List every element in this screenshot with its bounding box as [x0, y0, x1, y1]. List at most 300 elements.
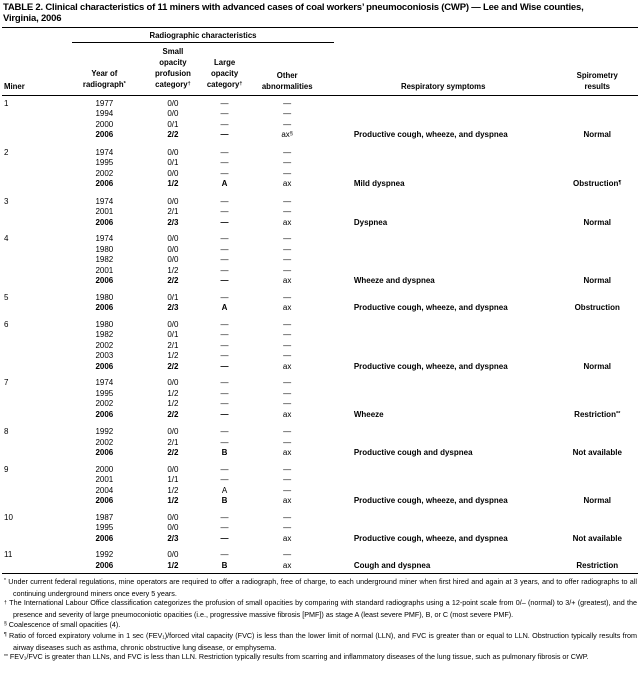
cell-year: 2001	[95, 475, 114, 485]
cell-symptoms	[330, 438, 557, 449]
cell-large: —	[220, 399, 229, 409]
miner-group	[2, 314, 638, 373]
cell-other: —	[283, 207, 292, 217]
cell-symptoms	[330, 158, 557, 169]
cell-miner: 7	[4, 378, 9, 388]
cell-year: 2002	[95, 168, 114, 178]
cell-large: —	[220, 207, 229, 217]
cell-large: —	[220, 168, 229, 178]
cell-spiro: Obstruction	[574, 303, 620, 313]
cell-miner	[2, 169, 68, 180]
column-header-row	[2, 43, 638, 96]
cell-large: —	[220, 388, 229, 398]
cell-year: 1974	[95, 378, 114, 388]
table-row	[2, 475, 638, 486]
cell-symptoms: Dyspnea	[353, 217, 388, 227]
miner-group	[2, 459, 638, 507]
cell-spiro	[557, 148, 638, 159]
cell-large: B	[221, 560, 228, 570]
table-row	[2, 169, 638, 180]
cell-large: —	[220, 147, 229, 157]
cell-small: 1/2	[167, 560, 179, 570]
cell-large: —	[220, 276, 229, 286]
table-row	[2, 320, 638, 331]
column-group-header-label: Radiographic characteristics	[149, 31, 257, 41]
cell-year: 2006	[95, 361, 114, 371]
table-row	[2, 330, 638, 341]
cell-spiro	[557, 475, 638, 486]
cell-other: —	[283, 475, 292, 485]
cell-symptoms: Productive cough, wheeze, and dyspnea	[353, 361, 508, 371]
cell-other: —	[283, 196, 292, 206]
cell-year: 2004	[95, 485, 114, 495]
cell-year: 2002	[95, 437, 114, 447]
column-header-small: Small opacity profusion category†	[154, 47, 191, 90]
cell-miner	[2, 448, 68, 459]
miner-group	[2, 142, 638, 191]
cell-miner: 8	[4, 427, 9, 437]
table-row	[2, 378, 638, 389]
cell-spiro	[557, 523, 638, 534]
cell-small: 0/1	[167, 158, 179, 168]
cell-symptoms	[330, 245, 557, 256]
miner-group	[2, 228, 638, 287]
table-row	[2, 550, 638, 561]
cell-symptoms	[330, 513, 557, 524]
cell-large: —	[220, 533, 229, 543]
column-group-header	[72, 28, 334, 43]
cell-other: ax	[282, 361, 292, 371]
cell-miner	[2, 255, 68, 266]
cell-large: —	[220, 437, 229, 447]
cell-miner	[2, 207, 68, 218]
table-row	[2, 276, 638, 287]
table-row	[2, 523, 638, 534]
cell-miner	[2, 410, 68, 422]
cell-large: —	[220, 234, 229, 244]
cell-large: —	[220, 292, 229, 302]
cell-large: —	[220, 523, 229, 533]
cell-miner	[2, 362, 68, 373]
cell-spiro	[557, 513, 638, 524]
cell-other: —	[283, 340, 292, 350]
footnote: § Coalescence of small opacities (4).	[4, 619, 121, 629]
cell-small: 1/2	[167, 265, 179, 275]
cell-spiro	[557, 169, 638, 180]
cell-other: —	[283, 168, 292, 178]
cell-spiro: Not available	[572, 533, 622, 543]
cell-small: 0/0	[167, 523, 179, 533]
miner-group	[2, 287, 638, 314]
cell-symptoms	[330, 255, 557, 266]
table-row	[2, 218, 638, 229]
cell-large: —	[220, 464, 229, 474]
table-row	[2, 410, 638, 422]
cell-miner	[2, 330, 68, 341]
cell-other: —	[283, 319, 292, 329]
cell-small: 0/0	[167, 196, 179, 206]
cell-large: B	[221, 448, 228, 458]
cell-large: —	[220, 98, 229, 108]
cell-large: —	[220, 340, 229, 350]
cell-spiro	[557, 320, 638, 331]
cell-spiro: Not available	[572, 448, 622, 458]
cell-spiro	[557, 550, 638, 561]
cell-small: 0/1	[167, 292, 179, 302]
table-row	[2, 266, 638, 277]
table-row	[2, 197, 638, 208]
cell-spiro: Normal	[583, 130, 612, 140]
cell-symptoms	[330, 475, 557, 486]
cell-symptoms	[330, 378, 557, 389]
cell-other: ax	[282, 448, 292, 458]
table-row	[2, 362, 638, 373]
cell-miner	[2, 266, 68, 277]
cell-year: 1980	[95, 244, 114, 254]
cell-large: —	[220, 109, 229, 119]
cell-other: —	[283, 244, 292, 254]
cell-spiro: Normal	[583, 276, 612, 286]
cell-year: 2006	[95, 179, 114, 189]
cell-symptoms	[330, 197, 557, 208]
table-row	[2, 534, 638, 545]
cell-large: —	[220, 255, 229, 265]
table-row	[2, 496, 638, 507]
cell-miner	[2, 399, 68, 410]
table-row	[2, 341, 638, 352]
cell-spiro	[557, 399, 638, 410]
cell-miner: 2	[4, 147, 9, 157]
cell-small: 2/1	[167, 207, 179, 217]
cell-year: 1980	[95, 319, 114, 329]
footnote: * Under current federal regulations, mine operators are required to offer a radiograph, free of charge, to each underground miner when first hired and again at 3 years, and to offer radiographs to all continuing underground miners once every 5 years.	[4, 577, 637, 598]
table-row	[2, 399, 638, 410]
cell-year: 2002	[95, 399, 114, 409]
cell-other: —	[283, 351, 292, 361]
cell-symptoms	[330, 99, 557, 110]
cell-miner	[2, 351, 68, 362]
cell-year: 1980	[95, 292, 114, 302]
cell-small: 1/2	[167, 351, 179, 361]
table-row	[2, 255, 638, 266]
cell-symptoms	[330, 109, 557, 120]
cell-spiro	[557, 266, 638, 277]
cell-small: 0/0	[167, 319, 179, 329]
cell-small: 2/2	[167, 448, 179, 458]
cell-year: 1992	[95, 550, 114, 560]
cell-other: —	[283, 378, 292, 388]
cell-large: A	[221, 485, 228, 495]
table-row	[2, 465, 638, 476]
cell-spiro: Restriction**	[574, 409, 621, 419]
cell-year: 2006	[95, 130, 114, 140]
cell-year: 1974	[95, 234, 114, 244]
miner-group	[2, 372, 638, 421]
table-row	[2, 513, 638, 524]
footnote: ¶ Ratio of forced expiratory volume in 1 sec (FEV₁)/forced vital capacity (FVC) is less than the lower limit of normal (LLN), and FVC is greater than or equal to LLN. Obstruction typically results from airway diseases such as asthma, chronic obstructive lung disease, or emphysema.	[4, 631, 637, 652]
cell-year: 2006	[95, 276, 114, 286]
cell-symptoms	[330, 427, 557, 438]
cell-spiro	[557, 255, 638, 266]
cell-symptoms: Cough and dyspnea	[353, 560, 431, 570]
cell-symptoms	[330, 169, 557, 180]
table-row	[2, 148, 638, 159]
cell-symptoms: Wheeze and dyspnea	[353, 276, 435, 286]
cell-large: —	[220, 409, 229, 419]
cell-small: 0/0	[167, 255, 179, 265]
cell-spiro	[557, 378, 638, 389]
cell-symptoms	[330, 399, 557, 410]
cell-miner: 6	[4, 319, 9, 329]
cell-spiro	[557, 109, 638, 120]
cell-symptoms: Productive cough and dyspnea	[353, 448, 473, 458]
cell-spiro	[557, 234, 638, 245]
cell-miner	[2, 179, 68, 191]
table-row	[2, 448, 638, 459]
cell-symptoms	[330, 523, 557, 534]
cell-symptoms	[330, 486, 557, 497]
cell-symptoms	[330, 207, 557, 218]
cell-year: 1995	[95, 523, 114, 533]
cell-miner	[2, 561, 68, 572]
cell-spiro	[557, 197, 638, 208]
cell-small: 2/2	[167, 361, 179, 371]
cell-other: —	[283, 437, 292, 447]
cell-large: —	[220, 378, 229, 388]
cell-other: —	[283, 512, 292, 522]
cell-spiro	[557, 465, 638, 476]
table-row	[2, 389, 638, 400]
table-row	[2, 245, 638, 256]
cell-symptoms	[330, 293, 557, 304]
cell-miner: 11	[4, 550, 13, 560]
cell-large: —	[220, 550, 229, 560]
cell-other: —	[283, 265, 292, 275]
cell-symptoms	[330, 341, 557, 352]
cell-symptoms	[330, 266, 557, 277]
footnote: † The International Labour Office classification categorizes the profusion of small opacities by comparing with standard radiographs using a 12-point scale from 0/– (normal) to 3/+ (greatest), and the presence and severity of large pneumoconiotic opacities (i.e., progressive massive fibrosis [PMF]) as stage A (least severe PMF), B, or C (most severe PMF).	[4, 598, 637, 619]
cell-other: —	[283, 399, 292, 409]
cell-symptoms: Productive cough, wheeze, and dyspnea	[353, 496, 508, 506]
cell-small: 0/0	[167, 550, 179, 560]
cell-spiro	[557, 330, 638, 341]
cell-miner	[2, 218, 68, 229]
table-row	[2, 486, 638, 497]
cell-year: 2002	[95, 340, 114, 350]
cell-spiro	[557, 438, 638, 449]
cell-year: 2006	[95, 303, 114, 313]
cell-small: 0/0	[167, 168, 179, 178]
cell-symptoms	[330, 234, 557, 245]
cell-other: —	[283, 388, 292, 398]
cell-small: 2/2	[167, 130, 179, 140]
table-row	[2, 120, 638, 131]
cell-year: 1977	[95, 98, 114, 108]
cell-miner: 4	[4, 234, 9, 244]
table-row	[2, 303, 638, 314]
cell-other: —	[283, 109, 292, 119]
cell-symptoms	[330, 120, 557, 131]
cell-small: 0/0	[167, 512, 179, 522]
cell-year: 2003	[95, 351, 114, 361]
cell-miner: 3	[4, 196, 9, 206]
cell-miner: 9	[4, 464, 9, 474]
cell-year: 1995	[95, 388, 114, 398]
cell-miner: 1	[4, 98, 9, 108]
cell-large: A	[221, 303, 228, 313]
cell-spiro: Normal	[583, 361, 612, 371]
cell-other: —	[283, 147, 292, 157]
cell-miner	[2, 158, 68, 169]
cell-other: —	[283, 292, 292, 302]
table-row	[2, 109, 638, 120]
cell-year: 1982	[95, 330, 114, 340]
cell-year: 2006	[95, 533, 114, 543]
cell-miner	[2, 120, 68, 131]
cell-small: 0/0	[167, 234, 179, 244]
cell-small: 0/0	[167, 464, 179, 474]
cell-small: 0/0	[167, 427, 179, 437]
cell-symptoms	[330, 148, 557, 159]
cell-small: 0/0	[167, 98, 179, 108]
cell-miner: 5	[4, 292, 9, 302]
cell-small: 0/1	[167, 119, 179, 129]
cell-other: —	[283, 255, 292, 265]
cell-small: 2/3	[167, 303, 179, 313]
cell-large: —	[220, 319, 229, 329]
cell-small: 0/0	[167, 378, 179, 388]
cell-spiro	[557, 427, 638, 438]
cell-miner	[2, 245, 68, 256]
cell-symptoms	[330, 320, 557, 331]
cell-other: —	[283, 427, 292, 437]
cell-other: ax	[282, 276, 292, 286]
cell-large: —	[220, 427, 229, 437]
cell-small: 0/0	[167, 147, 179, 157]
table-row	[2, 99, 638, 110]
cell-miner	[2, 109, 68, 120]
cell-other: —	[283, 158, 292, 168]
column-header-other: Other abnormalities	[261, 71, 313, 92]
table-row	[2, 158, 638, 169]
cell-small: 1/2	[167, 399, 179, 409]
cell-large: —	[220, 361, 229, 371]
table-row	[2, 561, 638, 572]
table-row	[2, 234, 638, 245]
cell-other: ax	[282, 303, 292, 313]
cell-year: 2000	[95, 119, 114, 129]
cell-miner	[2, 130, 68, 142]
cell-small: 2/2	[167, 409, 179, 419]
table-row	[2, 293, 638, 304]
table-row	[2, 130, 638, 142]
data-table	[2, 27, 638, 664]
miner-group	[2, 99, 638, 142]
column-header-miner: Miner	[4, 82, 25, 92]
table-title-line2: Virginia, 2006	[3, 12, 62, 24]
cell-other: ax	[282, 533, 292, 543]
cell-year: 2006	[95, 448, 114, 458]
table-row	[2, 179, 638, 191]
cell-spiro	[557, 120, 638, 131]
cell-small: 0/0	[167, 109, 179, 119]
cell-small: 1/2	[167, 496, 179, 506]
cell-spiro	[557, 99, 638, 110]
cell-year: 2006	[95, 560, 114, 570]
cell-symptoms: Wheeze	[353, 409, 384, 419]
miner-group	[2, 544, 638, 571]
cell-small: 2/3	[167, 533, 179, 543]
cell-year: 1974	[95, 147, 114, 157]
cell-symptoms: Productive cough, wheeze, and dyspnea	[353, 303, 508, 313]
table-body	[2, 96, 638, 574]
cell-spiro	[557, 351, 638, 362]
cell-small: 0/1	[167, 330, 179, 340]
cell-miner	[2, 276, 68, 287]
cell-symptoms	[330, 330, 557, 341]
cell-year: 1994	[95, 109, 114, 119]
cell-large: —	[220, 351, 229, 361]
cell-large: —	[220, 130, 229, 140]
cell-other: —	[283, 485, 292, 495]
cell-large: —	[220, 475, 229, 485]
cell-small: 2/1	[167, 340, 179, 350]
cell-miner	[2, 534, 68, 545]
cell-spiro	[557, 486, 638, 497]
table-row	[2, 427, 638, 438]
table-row	[2, 207, 638, 218]
cell-spiro	[557, 293, 638, 304]
cell-other: ax	[282, 560, 292, 570]
cell-symptoms: Productive cough, wheeze, and dyspnea	[353, 533, 508, 543]
footnote: ** FEV₁/FVC is greater than LLNs, and FVC is less than LLN. Restriction typically results from scarring and inflammatory diseases of the lung tissue, such as pulmonary fibrosis or CWP.	[4, 652, 589, 662]
cell-miner	[2, 341, 68, 352]
column-header-symptoms: Respiratory symptoms	[400, 82, 486, 92]
cell-small: 1/1	[167, 475, 179, 485]
column-header-year: Year of radiograph*	[82, 69, 126, 90]
cell-year: 1982	[95, 255, 114, 265]
cell-small: 1/2	[167, 388, 179, 398]
cell-other: —	[283, 119, 292, 129]
cell-other: —	[283, 234, 292, 244]
cell-year: 1974	[95, 196, 114, 206]
cell-other: ax§	[281, 130, 293, 140]
cell-spiro	[557, 245, 638, 256]
table-row	[2, 438, 638, 449]
cell-miner	[2, 496, 68, 507]
cell-miner	[2, 389, 68, 400]
miner-group	[2, 191, 638, 229]
cell-other: ax	[282, 496, 292, 506]
cell-other: —	[283, 330, 292, 340]
cell-spiro: Restriction	[576, 560, 619, 570]
cell-symptoms	[330, 351, 557, 362]
cell-large: —	[220, 196, 229, 206]
cell-year: 1992	[95, 427, 114, 437]
miner-group	[2, 507, 638, 545]
cell-spiro	[557, 207, 638, 218]
cell-miner	[2, 438, 68, 449]
cell-spiro: Normal	[583, 496, 612, 506]
cell-spiro: Normal	[583, 217, 612, 227]
cell-symptoms	[330, 550, 557, 561]
cell-symptoms	[330, 389, 557, 400]
cell-other: —	[283, 523, 292, 533]
miner-group	[2, 421, 638, 459]
cell-year: 2006	[95, 217, 114, 227]
cell-small: 2/3	[167, 217, 179, 227]
cell-symptoms	[330, 465, 557, 476]
